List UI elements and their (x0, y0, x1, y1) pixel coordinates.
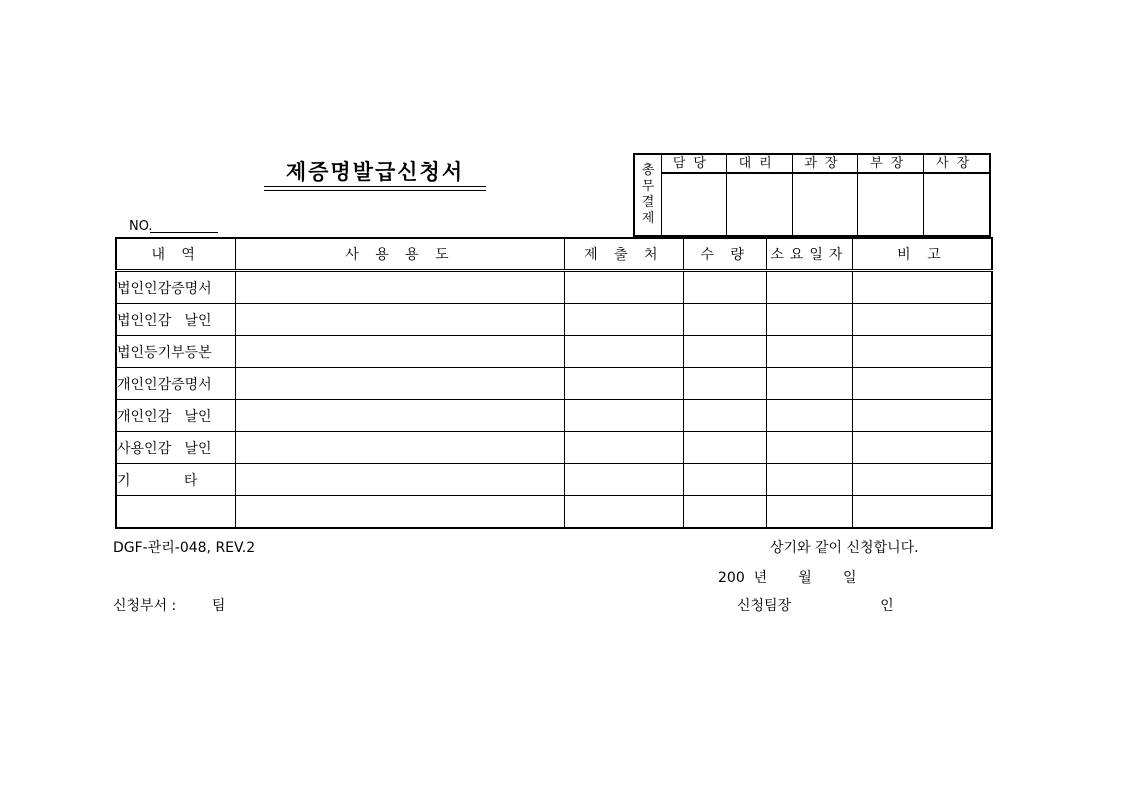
table-row (116, 368, 992, 400)
request-table (115, 237, 993, 529)
row-item-label[interactable] (116, 496, 236, 529)
remarks-cell[interactable] (852, 304, 992, 336)
remarks-cell[interactable] (852, 271, 992, 304)
approval-column-general-manager (857, 155, 923, 235)
table-row (116, 271, 992, 304)
row-item-label: 개인인감증명서 (116, 368, 236, 400)
table-row (116, 432, 992, 464)
remarks-cell[interactable] (852, 432, 992, 464)
row-item-label: 사용인감 날인 (116, 432, 236, 464)
document-code: DGF-관리-048, REV.2 (113, 540, 256, 556)
row-item-label: 기 타 (116, 464, 236, 496)
row-item-label: 법인등기부등본 (116, 336, 236, 368)
submit-to-cell[interactable] (564, 464, 684, 496)
quantity-cell[interactable] (684, 271, 767, 304)
requesting-department[interactable]: 신청부서 : 팀 (113, 598, 226, 614)
purpose-cell[interactable] (236, 496, 564, 529)
header-remarks: 비 고 (852, 238, 992, 271)
submit-to-cell[interactable] (564, 496, 684, 529)
header-submit-to: 제 출 처 (564, 238, 684, 271)
approval-column-assistant-manager (726, 155, 792, 235)
approval-columns (661, 155, 989, 235)
table-header-row (116, 238, 992, 271)
header-quantity: 수 량 (684, 238, 767, 271)
approval-side-char: 제 (641, 211, 655, 226)
approval-signature-cell[interactable] (793, 174, 858, 235)
row-item-label: 개인인감 날인 (116, 400, 236, 432)
purpose-cell[interactable] (236, 464, 564, 496)
required-date-cell[interactable] (767, 432, 853, 464)
approval-header: 사장 (924, 155, 989, 174)
required-date-cell[interactable] (767, 368, 853, 400)
table-row (116, 400, 992, 432)
approval-box (633, 153, 991, 237)
quantity-cell[interactable] (684, 400, 767, 432)
approval-column-manager (792, 155, 858, 235)
header-required-date: 소요일자 (767, 238, 853, 271)
approval-side-char: 무 (641, 179, 655, 194)
approval-signature-cell[interactable] (924, 174, 989, 235)
submit-to-cell[interactable] (564, 271, 684, 304)
approval-side-char: 총 (641, 163, 655, 178)
remarks-cell[interactable] (852, 368, 992, 400)
team-leader-signature[interactable]: 신청팀장 인 (737, 598, 894, 614)
submit-to-cell[interactable] (564, 336, 684, 368)
table-row (116, 496, 992, 529)
purpose-cell[interactable] (236, 368, 564, 400)
quantity-cell[interactable] (684, 304, 767, 336)
required-date-cell[interactable] (767, 464, 853, 496)
row-item-label: 법인인감증명서 (116, 271, 236, 304)
required-date-cell[interactable] (767, 304, 853, 336)
number-entry-line[interactable] (150, 232, 218, 233)
table-row (116, 336, 992, 368)
submit-to-cell[interactable] (564, 432, 684, 464)
quantity-cell[interactable] (684, 496, 767, 529)
remarks-cell[interactable] (852, 496, 992, 529)
row-item-label: 법인인감 날인 (116, 304, 236, 336)
submit-to-cell[interactable] (564, 368, 684, 400)
submit-to-cell[interactable] (564, 304, 684, 336)
approval-side-label (635, 155, 662, 235)
purpose-cell[interactable] (236, 432, 564, 464)
required-date-cell[interactable] (767, 271, 853, 304)
header-item: 내 역 (116, 238, 236, 271)
quantity-cell[interactable] (684, 368, 767, 400)
remarks-cell[interactable] (852, 336, 992, 368)
number-label: NO. (129, 219, 153, 234)
purpose-cell[interactable] (236, 400, 564, 432)
approval-side-char: 결 (641, 195, 655, 210)
approval-column-president (923, 155, 989, 235)
approval-signature-cell[interactable] (727, 174, 792, 235)
quantity-cell[interactable] (684, 432, 767, 464)
purpose-cell[interactable] (236, 271, 564, 304)
date-line[interactable]: 200 년 월 일 (718, 570, 857, 586)
submit-to-cell[interactable] (564, 400, 684, 432)
approval-header: 담당 (661, 155, 726, 174)
form-title: 제증명발급신청서 (285, 159, 465, 184)
required-date-cell[interactable] (767, 400, 853, 432)
required-date-cell[interactable] (767, 496, 853, 529)
required-date-cell[interactable] (767, 336, 853, 368)
quantity-cell[interactable] (684, 464, 767, 496)
approval-column-staff (661, 155, 726, 235)
purpose-cell[interactable] (236, 304, 564, 336)
table-row (116, 464, 992, 496)
approval-signature-cell[interactable] (858, 174, 923, 235)
remarks-cell[interactable] (852, 400, 992, 432)
approval-header: 과장 (793, 155, 858, 174)
request-statement: 상기와 같이 신청합니다. (770, 540, 919, 556)
approval-header: 부장 (858, 155, 923, 174)
approval-header: 대리 (727, 155, 792, 174)
table-row (116, 304, 992, 336)
title-double-underline (264, 186, 486, 191)
approval-signature-cell[interactable] (661, 174, 726, 235)
purpose-cell[interactable] (236, 336, 564, 368)
header-purpose: 사 용 용 도 (236, 238, 564, 271)
quantity-cell[interactable] (684, 336, 767, 368)
remarks-cell[interactable] (852, 464, 992, 496)
